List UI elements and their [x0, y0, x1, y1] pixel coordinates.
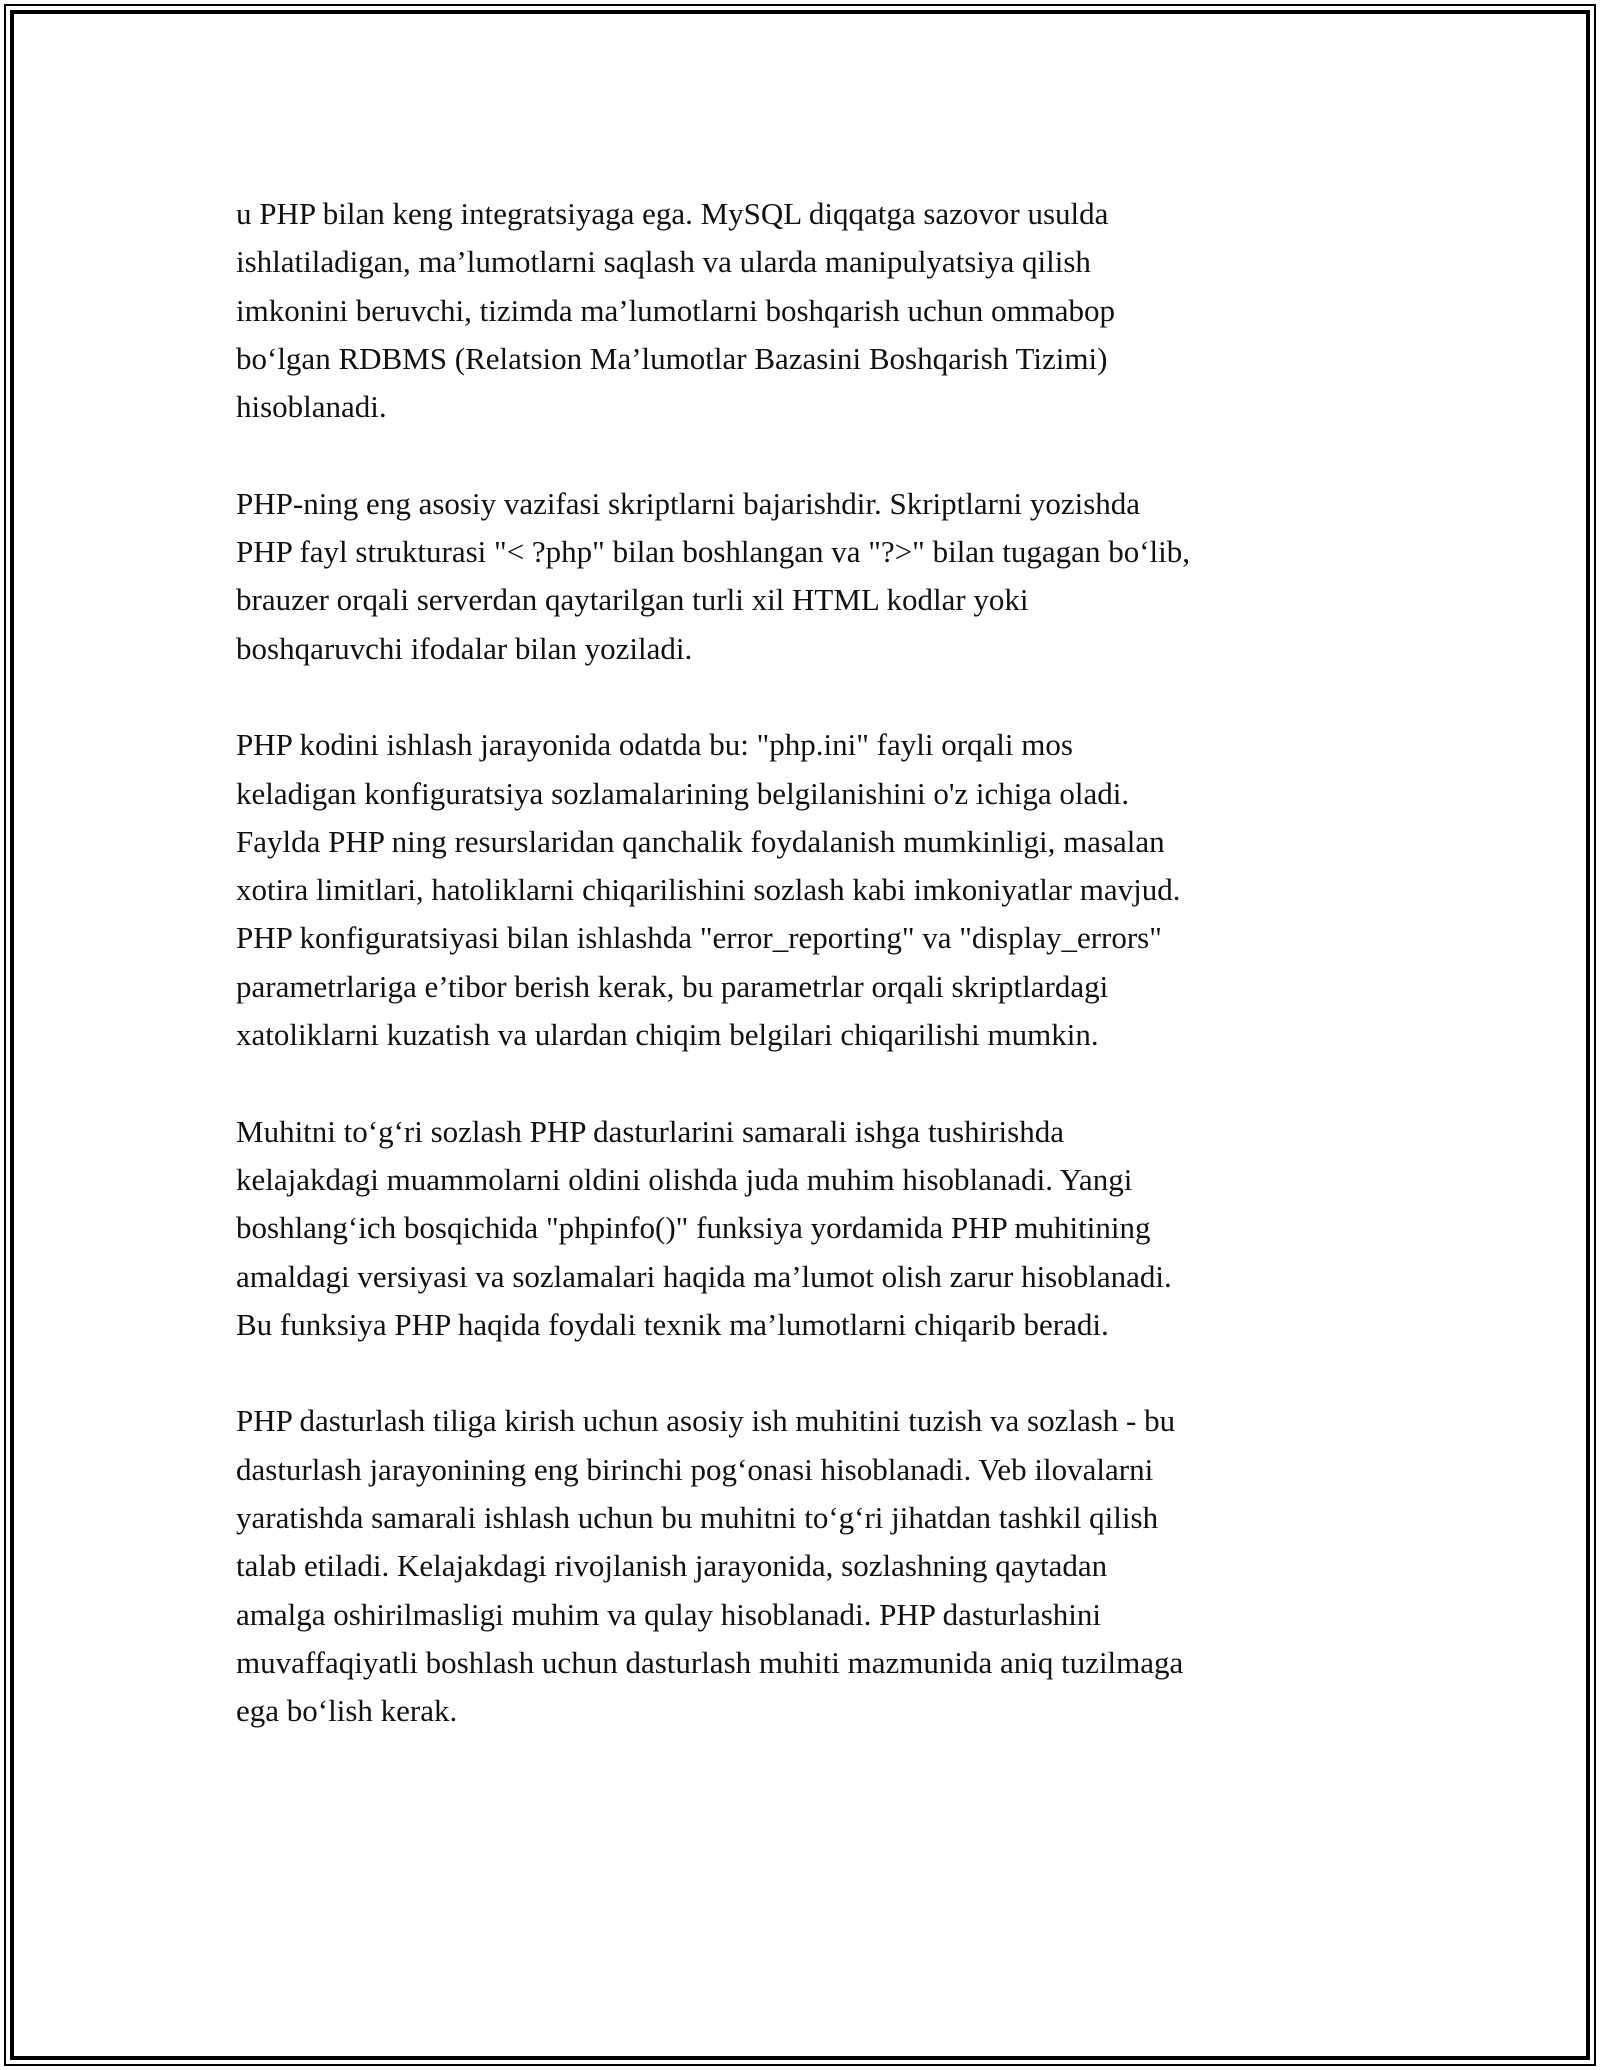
text-line: PHP fayl strukturasi "< ?php" bilan boshlangan va "?>" bilan tugagan bo‘lib, — [236, 534, 1190, 570]
text-line: dasturlash jarayonining eng birinchi pog‘onasi hisoblanadi. Veb ilovalarni — [236, 1451, 1154, 1487]
text-line: boshlang‘ich bosqichida "phpinfo()" funksiya yordamida PHP muhitining — [236, 1210, 1151, 1246]
paragraph-mysql — [236, 190, 1386, 431]
text-line: xotira limitlari, hatoliklarni chiqarilishini sozlash kabi imkoniyatlar mavjud. — [236, 872, 1181, 908]
text-line: Muhitni to‘g‘ri sozlash PHP dasturlarini samarali ishga tushirishda — [236, 1113, 1064, 1149]
text-line: boshqaruvchi ifodalar bilan yoziladi. — [236, 630, 693, 666]
text-line: xatoliklarni kuzatish va ulardan chiqim belgilari chiqarilishi mumkin. — [236, 1017, 1099, 1053]
text-line: imkonini beruvchi, tizimda ma’lumotlarni boshqarish uchun ommabop — [236, 292, 1116, 328]
paragraph-php-ini — [236, 721, 1386, 1059]
text-line: ishlatiladigan, ma’lumotlarni saqlash va ularda manipulyatsiya qilish — [236, 244, 1091, 280]
text-line: PHP konfiguratsiyasi bilan ishlashda "error_reporting" va "display_errors" — [236, 920, 1162, 956]
text-line: amaldagi versiyasi va sozlamalari haqida ma’lumot olish zarur hisoblanadi. — [236, 1258, 1172, 1294]
paragraph-phpinfo — [236, 1108, 1386, 1349]
text-line: u PHP bilan keng integratsiyaga ega. MySQL diqqatga sazovor usulda — [236, 196, 1109, 231]
text-line: Faylda PHP ning resurslaridan qanchalik foydalanish mumkinligi, masalan — [236, 823, 1165, 859]
document-body — [236, 190, 1386, 1784]
text-line: Bu funksiya PHP haqida foydali texnik ma’lumotlarni chiqarib beradi. — [236, 1306, 1109, 1342]
text-line: hisoblanadi. — [236, 389, 387, 425]
text-line: PHP kodini ishlash jarayonida odatda bu: "php.ini" fayli orqali mos — [236, 727, 1073, 763]
text-line: talab etiladi. Kelajakdagi rivojlanish jarayonida, sozlashning qaytadan — [236, 1548, 1108, 1584]
text-line: brauzer orqali serverdan qaytarilgan turli xil HTML kodlar yoki — [236, 582, 1029, 618]
text-line: amalga oshirilmasligi muhim va qulay hisoblanadi. PHP dasturlashini — [236, 1596, 1102, 1632]
text-line: ega bo‘lish kerak. — [236, 1693, 458, 1729]
paragraph-environment — [236, 1397, 1386, 1735]
text-line: PHP-ning eng asosiy vazifasi skriptlarni bajarishdir. Skriptlarni yozishda — [236, 485, 1141, 521]
paragraph-scripts — [236, 480, 1386, 673]
text-line: keladigan konfiguratsiya sozlamalarining belgilanishini o'z ichiga oladi. — [236, 775, 1130, 811]
text-line: PHP dasturlash tiliga kirish uchun asosiy ish muhitini tuzish va sozlash - bu — [236, 1403, 1176, 1439]
text-line: bo‘lgan RDBMS (Relatsion Ma’lumotlar Bazasini Boshqarish Tizimi) — [236, 340, 1108, 376]
text-line: parametrlariga e’tibor berish kerak, bu parametrlar orqali skriptlardagi — [236, 968, 1109, 1004]
text-line: muvaffaqiyatli boshlash uchun dasturlash muhiti mazmunida aniq tuzilmaga — [236, 1644, 1184, 1680]
text-line: kelajakdagi muammolarni oldini olishda juda muhim hisoblanadi. Yangi — [236, 1161, 1133, 1197]
text-line: yaratishda samarali ishlash uchun bu muhitni to‘g‘ri jihatdan tashkil qilish — [236, 1500, 1159, 1536]
